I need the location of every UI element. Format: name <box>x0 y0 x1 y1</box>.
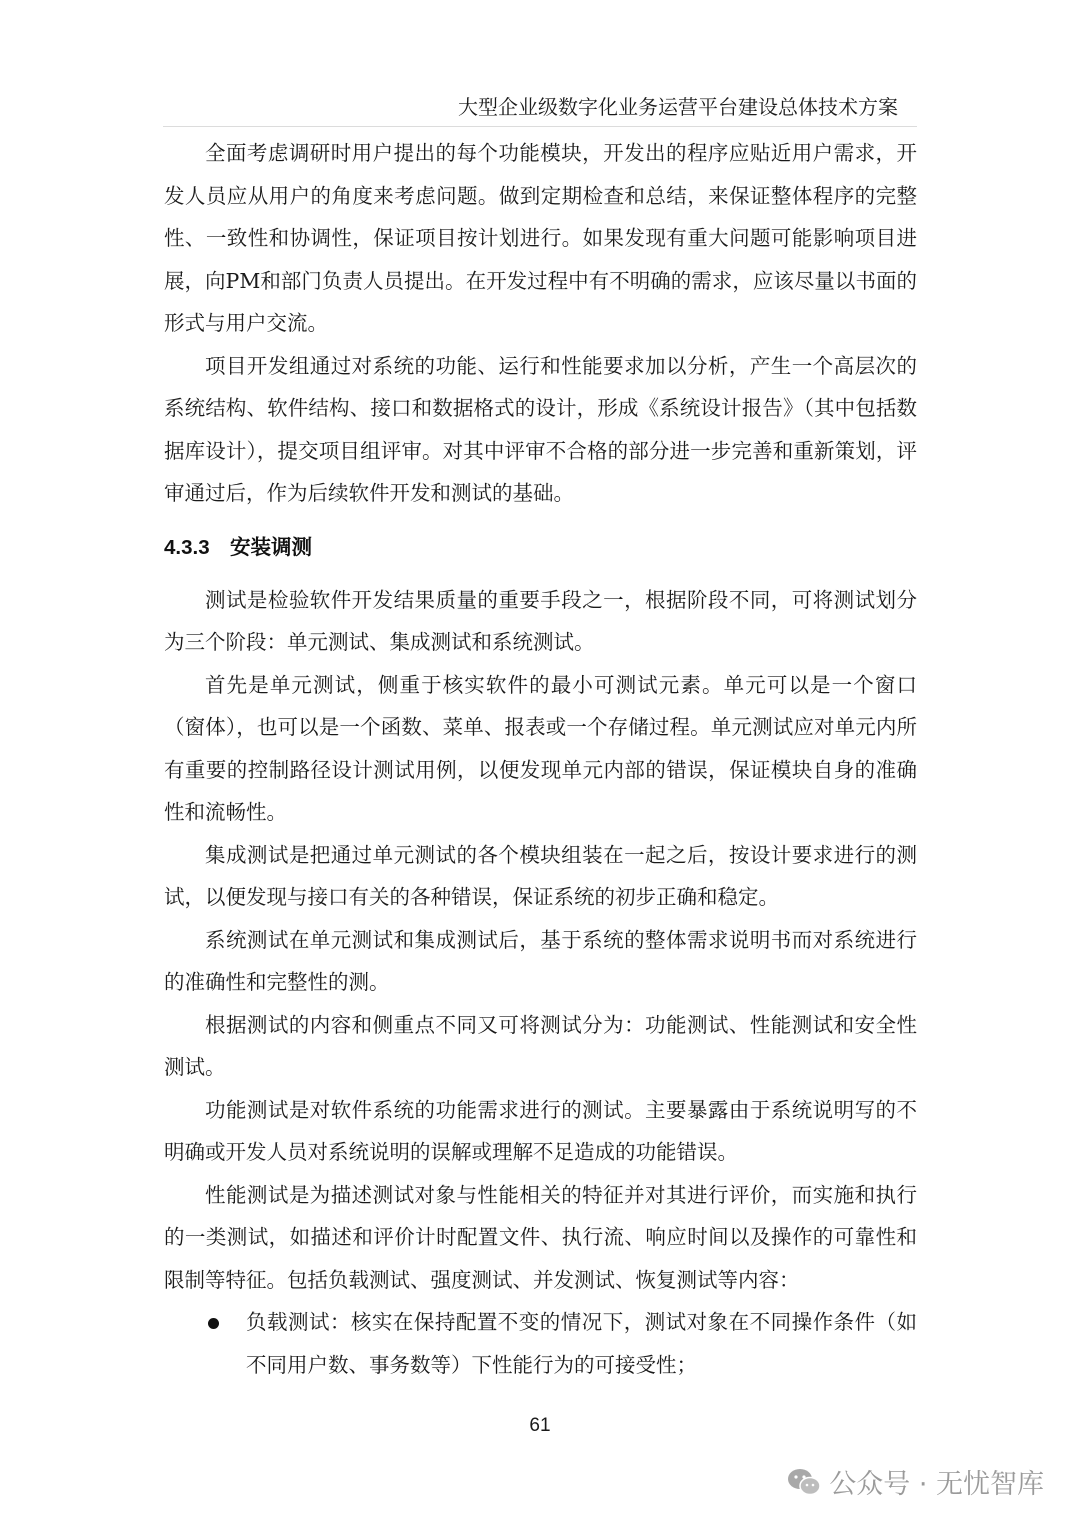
watermark-text: 公众号 · 无忧智库 <box>829 1469 1044 1500</box>
paragraph: 根据测试的内容和侧重点不同又可将测试分为：功能测试、性能测试和安全性测试。 <box>164 1012 917 1079</box>
document-body <box>164 132 917 1386</box>
paragraph: 项目开发组通过对系统的功能、运行和性能要求加以分析，产生一个高层次的系统结构、软件结构、接口和数据格式的设计，形成《系统设计报告》（其中包括数据库设计），提交项目组评审。对其中评审不合格的部分进一步完善和重新策划，评审通过后，作为后续软件开发和测试的基础。 <box>164 353 917 505</box>
paragraph: 集成测试是把通过单元测试的各个模块组装在一起之后，按设计要求进行的测试，以便发现与接口有关的各种错误，保证系统的初步正确和稳定。 <box>164 842 917 909</box>
bullet-text: 负载测试：核实在保持配置不变的情况下，测试对象在不同操作条件（如不同用户数、事务数等）下性能行为的可接受性； <box>246 1310 917 1377</box>
section-heading <box>164 527 917 569</box>
section-number: 4.3.3 <box>164 535 210 559</box>
paragraph: 全面考虑调研时用户提出的每个功能模块，开发出的程序应贴近用户需求，开发人员应从用户的角度来考虑问题。做到定期检查和总结，来保证整体程序的完整性、一致性和协调性，保证项目按计划进行。如果发现有重大问题可能影响项目进展，向PM和部门负责人员提出。在开发过程中有不明确的需求，应该尽量以书面的形式与用户交流。 <box>164 141 917 335</box>
wechat-icon <box>787 1467 821 1497</box>
page-header-title: 大型企业级数字化业务运营平台建设总体技术方案 <box>458 95 898 119</box>
paragraph: 测试是检验软件开发结果质量的重要手段之一，根据阶段不同，可将测试划分为三个阶段：单元测试、集成测试和系统测试。 <box>164 587 917 654</box>
watermark <box>787 1462 1044 1501</box>
bullet-item <box>164 1301 917 1386</box>
paragraph: 首先是单元测试，侧重于核实软件的最小可测试元素。单元可以是一个窗口（窗体），也可以是一个函数、菜单、报表或一个存储过程。单元测试应对单元内所有重要的控制路径设计测试用例，以便发现单元内部的错误，保证模块自身的准确性和流畅性。 <box>164 672 917 824</box>
section-title: 安装调测 <box>230 535 312 559</box>
paragraph: 系统测试在单元测试和集成测试后，基于系统的整体需求说明书而对系统进行的准确性和完整性的测。 <box>164 927 917 994</box>
paragraph: 性能测试是为描述测试对象与性能相关的特征并对其进行评价，而实施和执行的一类测试，如描述和评价计时配置文件、执行流、响应时间以及操作的可靠性和限制等特征。包括负载测试、强度测试、并发测试、恢复测试等内容： <box>164 1182 917 1292</box>
paragraph: 功能测试是对软件系统的功能需求进行的测试。主要暴露由于系统说明写的不明确或开发人员对系统说明的误解或理解不足造成的功能错误。 <box>164 1097 917 1164</box>
header-divider <box>163 126 917 127</box>
bullet-dot-icon <box>208 1318 219 1329</box>
page-number: 61 <box>529 1415 551 1436</box>
